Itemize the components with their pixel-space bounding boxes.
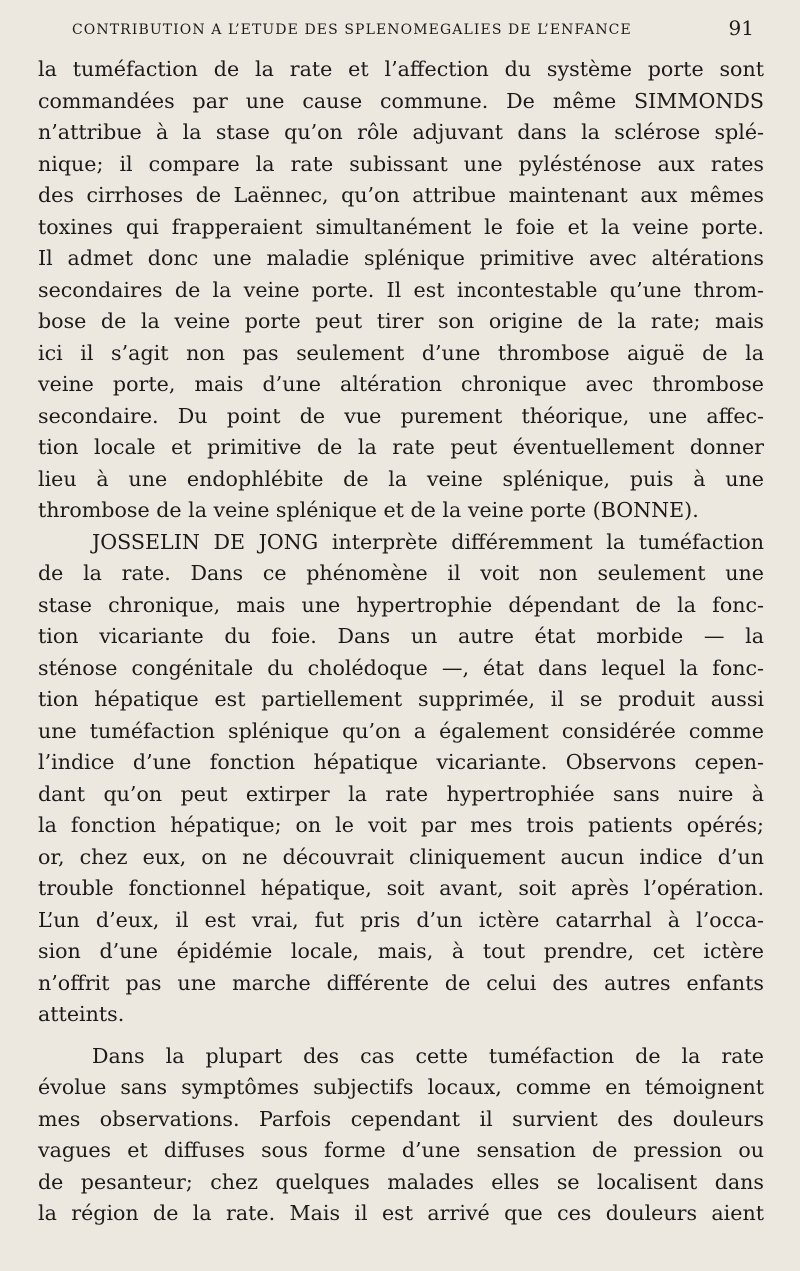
text-line: lieu à une endophlébite de la veine splénique, puis à une	[38, 466, 764, 491]
text-line: atteints.	[38, 1002, 125, 1026]
text-line: tion locale et primitive de la rate peut éventuellement donner	[38, 435, 764, 459]
text-line: toxines qui frapperaient simultanément le foie et la veine porte.	[38, 214, 764, 239]
text-line: JOSSELIN DE JONG interprète différemment la tuméfaction	[92, 529, 764, 554]
text-line: dant qu’on peut extirper la rate hypertrophiée sans nuire à	[38, 781, 764, 806]
text-line: secondaires de la veine porte. Il est incontestable qu’une throm-	[38, 277, 764, 302]
text-line: de pesanteur; chez quelques malades elles se localisent dans	[38, 1169, 764, 1194]
text-line: une tuméfaction splénique qu’on a également considérée comme	[38, 718, 764, 743]
text-line: des cirrhoses de Laënnec, qu’on attribue maintenant aux mêmes	[38, 183, 764, 207]
text-line: or, chez eux, on ne découvrait cliniquement aucun indice d’un	[38, 844, 764, 869]
running-head	[38, 16, 764, 50]
text-line: thrombose de la veine splénique et de la veine porte (BONNE).	[38, 498, 699, 522]
text-line: n’attribue à la stase qu’on rôle adjuvant dans la sclérose splé-	[38, 120, 764, 144]
text-line: veine porte, mais d’une altération chronique avec thrombose	[38, 372, 764, 396]
text-line: la fonction hépatique; on le voit par mes trois patients opérés;	[38, 813, 764, 837]
text-line: de la rate. Dans ce phénomène il voit non seulement une	[38, 561, 764, 585]
text-line: Il admet donc une maladie splénique primitive avec altérations	[38, 246, 764, 270]
text-line: l’indice d’une fonction hépatique vicariante. Observons cepen-	[38, 750, 764, 774]
text-line: vagues et diffuses sous forme d’une sensation de pression ou	[38, 1138, 764, 1162]
text-line: commandées par une cause commune. De même SIMMONDS	[38, 88, 764, 113]
text-line: nique; il compare la rate subissant une pylésténose aux rates	[38, 151, 764, 176]
text-line: la région de la rate. Mais il est arrivé que ces douleurs aient	[38, 1201, 764, 1225]
text-line: tion hépatique est partiellement supprimée, il se produit aussi	[38, 687, 764, 711]
text-line: n’offrit pas une marche différente de celui des autres enfants	[38, 970, 764, 995]
page-number: 91	[728, 16, 754, 40]
text-line: évolue sans symptômes subjectifs locaux, comme en témoignent	[38, 1075, 764, 1099]
running-title: CONTRIBUTION A L’ETUDE DES SPLENOMEGALIES DE L’ENFANCE	[72, 22, 632, 38]
text-line: ici il s’agit non pas seulement d’une thrombose aiguë de la	[38, 340, 764, 365]
body-text	[38, 54, 764, 1230]
text-line: la tuméfaction de la rate et l’affection du système porte sont	[38, 57, 764, 81]
text-line: sion d’une épidémie locale, mais, à tout prendre, cet ictère	[38, 939, 764, 963]
text-line: L’un d’eux, il est vrai, fut pris d’un ictère catarrhal à l’occa-	[38, 907, 764, 932]
text-line: mes observations. Parfois cependant il survient des douleurs	[38, 1106, 764, 1131]
text-line: tion vicariante du foie. Dans un autre état morbide — la	[38, 624, 764, 648]
text-line: sténose congénitale du cholédoque —, état dans lequel la fonc-	[38, 655, 764, 680]
text-line: stase chronique, mais une hypertrophie dépendant de la fonc-	[38, 592, 764, 617]
text-line: Dans la plupart des cas cette tuméfaction de la rate	[92, 1043, 764, 1068]
text-line: trouble fonctionnel hépatique, soit avant, soit après l’opération.	[38, 876, 764, 900]
text-line: secondaire. Du point de vue purement théorique, une affec-	[38, 403, 764, 428]
text-line: bose de la veine porte peut tirer son origine de la rate; mais	[38, 309, 764, 333]
